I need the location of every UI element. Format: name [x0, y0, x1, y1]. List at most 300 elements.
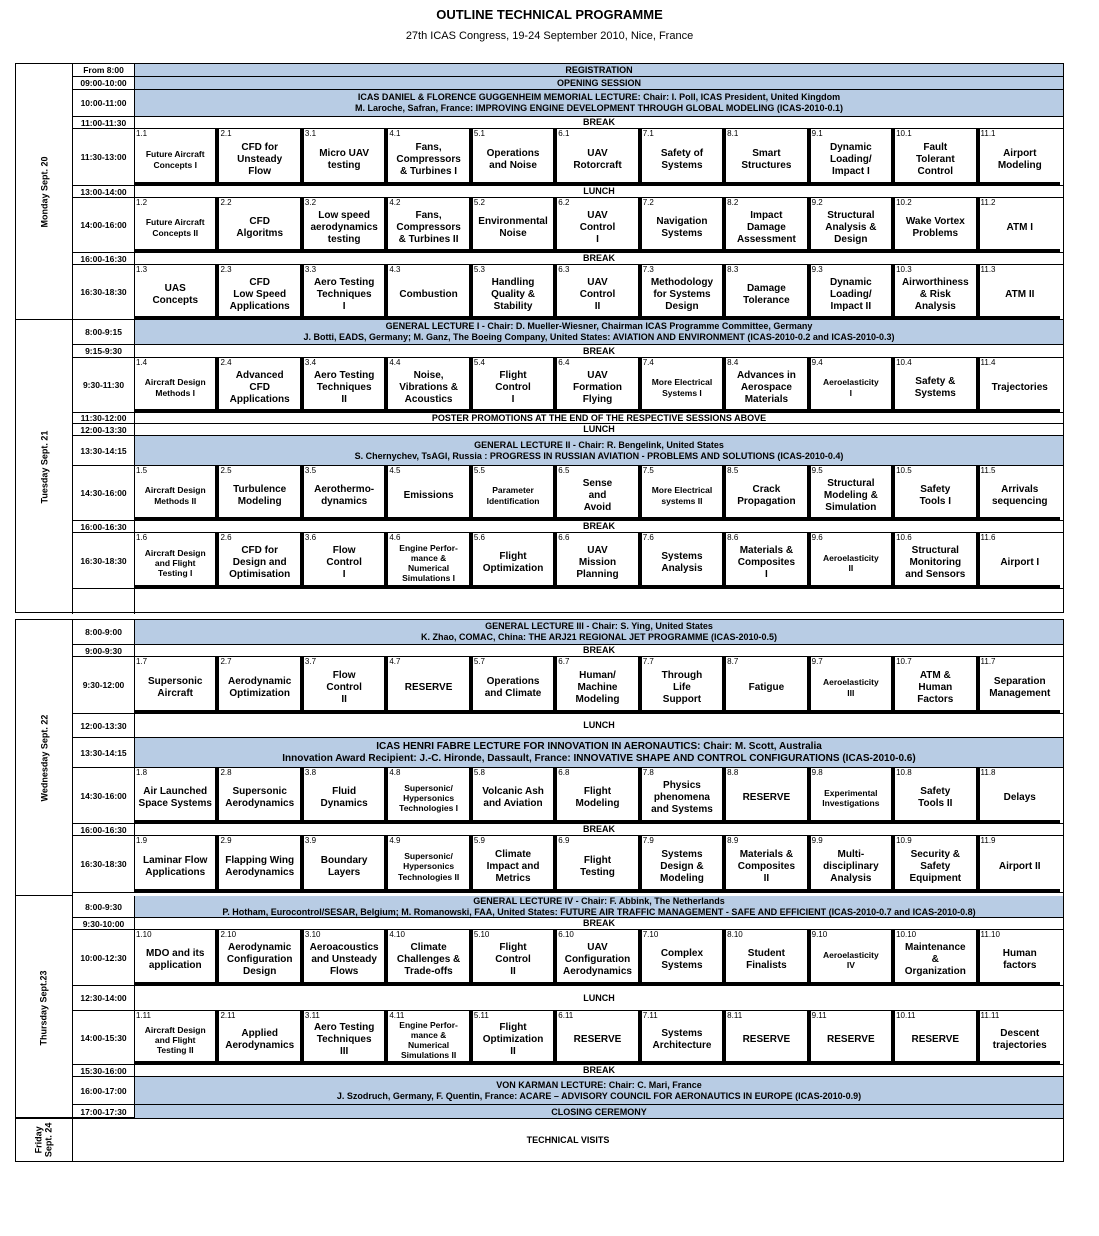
time-slot: 13:30-14:15 [73, 738, 135, 767]
session-cell [473, 466, 557, 520]
session-row [73, 198, 1063, 253]
session-title: Structural Monitoring and Sensors [905, 545, 966, 580]
session-cell [726, 836, 810, 892]
time-slot: 12:00-13:30 [73, 424, 135, 435]
session-number: 4.10 [389, 930, 405, 939]
session-number: 1.8 [136, 768, 148, 777]
session-title: Security & Safety Equipment [909, 848, 962, 884]
session-cell [980, 533, 1063, 588]
session-cell [895, 358, 979, 412]
session-cell [557, 466, 641, 520]
session-number: 6.8 [558, 768, 570, 777]
session-cell [473, 768, 557, 823]
session-number: 6.7 [558, 657, 570, 666]
session-number: 8.4 [727, 358, 739, 367]
session-cell [811, 930, 895, 985]
session-number: 9.6 [811, 533, 823, 542]
session-number: 11.5 [980, 466, 996, 475]
session-title: Airport I [1000, 557, 1040, 568]
registration-band: REGISTRATION [135, 64, 1063, 76]
session-number: 11.2 [980, 198, 996, 207]
session-cell [811, 358, 895, 412]
row-general-lecture-3 [73, 620, 1063, 645]
session-number: 10.5 [896, 466, 912, 475]
session-cell [304, 836, 388, 892]
session-title: Sense and Avoid [582, 477, 613, 513]
session-cell [557, 358, 641, 412]
session-title: Safety & Systems [914, 375, 956, 399]
session-number: 5.1 [473, 129, 485, 138]
session-title: Safety Tools I [919, 483, 952, 507]
session-number: 1.5 [136, 466, 148, 475]
row-general-lecture-2 [73, 436, 1063, 466]
session-cell [219, 129, 303, 185]
session-number: 6.10 [558, 930, 574, 939]
session-cells [135, 1011, 1063, 1064]
session-title: Materials & Composites I [737, 545, 796, 580]
row-break [73, 117, 1063, 129]
session-cell [557, 657, 641, 713]
session-number: 10.2 [896, 198, 912, 207]
session-number: 9.3 [811, 265, 823, 274]
session-number: 9.7 [811, 657, 823, 666]
session-title: Low speed aerodynamics testing [310, 209, 378, 245]
session-number: 9.2 [811, 198, 823, 207]
session-title: Methodology for Systems Design [650, 276, 714, 312]
time-slot: 11:00-11:30 [73, 117, 135, 128]
session-title: Advances in Aerospace Materials [736, 369, 796, 405]
session-cell [219, 657, 303, 713]
break-band: BREAK [582, 824, 615, 835]
session-number: 3.9 [304, 836, 317, 845]
session-cell [642, 358, 726, 412]
session-title: Fans, Compressors & Turbines II [396, 209, 461, 245]
session-number: 5.8 [473, 768, 485, 777]
session-title: Airport II [998, 860, 1041, 872]
time-slot: 16:30-18:30 [73, 836, 135, 892]
session-number: 3.8 [304, 768, 317, 777]
session-title: Combustion [399, 288, 458, 300]
session-number: 8.1 [727, 129, 739, 138]
session-cell [642, 533, 726, 588]
lunch-band: LUNCH [583, 992, 615, 1003]
session-title: Parameter Identification [486, 485, 540, 506]
session-title: Noise, Vibrations & Acoustics [399, 369, 458, 405]
time-slot: 8:00-9:15 [73, 320, 135, 344]
session-cells [135, 657, 1063, 713]
row-registration [73, 64, 1063, 77]
session-title: Aircraft Design and Flight Testing I [144, 547, 206, 579]
time-slot: 16:30-18:30 [73, 265, 135, 319]
time-slot: From 8:00 [73, 64, 135, 76]
session-title: RESERVE [404, 681, 453, 693]
session-number: 3.11 [304, 1011, 320, 1020]
session-title: Wake Vortex Problems [905, 215, 965, 239]
session-title: Future Aircraft Concepts I [145, 149, 205, 170]
session-number: 7.8 [642, 768, 654, 777]
session-title: Physics phenomena and Systems [651, 780, 713, 815]
lunch-band: LUNCH [583, 186, 615, 197]
session-cell [304, 1011, 388, 1064]
session-title: Fatigue [748, 681, 785, 693]
session-title: Air Launched Space Systems [138, 786, 212, 809]
session-title: Boundary Layers [320, 854, 368, 878]
session-number: 6.9 [558, 836, 570, 845]
session-title: Fault Tolerant Control [915, 141, 955, 177]
session-cell [219, 466, 303, 520]
session-title: Systems Design & Modeling [660, 848, 704, 884]
row-lunch [73, 714, 1063, 738]
session-title: Systems Architecture [652, 1028, 712, 1051]
session-title: Handling Quality & Stability [491, 276, 535, 312]
session-title: Environmental Noise [478, 215, 548, 239]
session-number: 3.1 [304, 129, 317, 138]
session-row [73, 836, 1063, 893]
row-general-lecture-4 [73, 896, 1063, 918]
session-number: 3.2 [304, 198, 317, 207]
session-cell [135, 265, 219, 319]
session-number: 11.7 [980, 657, 996, 666]
session-number: 10.3 [896, 265, 912, 274]
poster-band: POSTER PROMOTIONS AT THE END OF THE RESPECTIVE SESSIONS ABOVE [431, 412, 767, 423]
session-title: Aircraft Design and Flight Testing II [144, 1024, 206, 1056]
session-number: 9.11 [811, 1011, 827, 1020]
session-title: Fluid Dynamics [320, 786, 368, 809]
session-title: Fans, Compressors & Turbines I [396, 141, 461, 177]
session-cell [388, 657, 472, 713]
session-title: Laminar Flow Applications [143, 854, 208, 878]
session-row [73, 358, 1063, 413]
session-number: 1.2 [136, 198, 148, 207]
session-title: ATM II [1005, 288, 1035, 300]
row-lunch [73, 986, 1063, 1011]
session-title: Aeroelasticity II [822, 552, 879, 573]
session-number: 2.10 [220, 930, 237, 939]
session-cell [811, 533, 895, 588]
session-number: 8.6 [727, 533, 739, 542]
session-cell [811, 466, 895, 520]
session-cells [135, 358, 1063, 412]
session-cell [642, 198, 726, 252]
session-cell [135, 657, 219, 713]
time-slot-empty [73, 589, 135, 614]
session-title: Student Finalists [746, 948, 787, 971]
session-cells [135, 836, 1063, 892]
session-title: Multi- disciplinary Analysis [823, 848, 879, 884]
session-cell [895, 265, 979, 319]
session-cell [895, 466, 979, 520]
session-title: UAV Control I [579, 209, 616, 245]
session-title: Aircraft Design Methods I [144, 377, 206, 398]
session-cell [304, 930, 388, 985]
session-title: Flow Control I [326, 545, 362, 580]
row-closing [73, 1105, 1063, 1119]
session-number: 3.4 [304, 358, 317, 367]
session-title: Flight Optimization [482, 551, 544, 574]
session-title: Engine Perfor- mance & Numerical Simulations I [399, 542, 458, 584]
session-number: 1.9 [136, 836, 148, 845]
session-cell [219, 836, 303, 892]
session-cell [811, 836, 895, 892]
session-title: More Electrical Systems I [651, 377, 713, 398]
session-cell [557, 768, 641, 823]
session-cell [811, 768, 895, 823]
session-number: 10.10 [896, 930, 917, 939]
session-cell [304, 466, 388, 520]
session-title: Flight Optimization II [482, 1022, 544, 1057]
lecture-band: ICAS DANIEL & FLORENCE GUGGENHEIM MEMORIAL LECTURE: Chair: I. Poll, ICAS President, United Kingdom M. Laroche, Safran, France: IMPROVING ENGINE DEVELOPMENT THROUGH GLOBAL MODELING (ICAS-2010-0.1) [135, 90, 1063, 116]
session-title: Safety of Systems [660, 147, 704, 171]
session-number: 7.3 [642, 265, 654, 274]
session-title: Supersonic/ Hypersonics Technologies II [397, 851, 460, 882]
session-cell [895, 930, 979, 985]
session-title: Experimental Investigations [822, 787, 880, 808]
session-title: ATM I [1006, 221, 1033, 233]
session-cell [726, 466, 810, 520]
session-cell [473, 657, 557, 713]
session-number: 8.10 [727, 930, 743, 939]
session-cell [895, 768, 979, 823]
session-number: 3.7 [304, 657, 317, 666]
session-cell [980, 129, 1063, 185]
session-cell [980, 198, 1063, 252]
session-cell [811, 265, 895, 319]
session-title: Navigation Systems [656, 215, 708, 239]
session-cell [642, 129, 726, 185]
session-title: Trajectories [991, 381, 1048, 393]
session-number: 6.5 [558, 466, 570, 475]
break-band: BREAK [582, 1065, 615, 1076]
monday-tuesday-block [15, 63, 1064, 613]
session-number: 2.5 [220, 466, 232, 475]
session-cell [388, 129, 472, 185]
session-number: 7.6 [642, 533, 654, 542]
session-number: 11.11 [980, 1011, 1000, 1020]
session-cell [135, 129, 219, 185]
session-title: Dynamic Loading/ Impact I [830, 141, 872, 177]
session-number: 6.11 [558, 1011, 574, 1020]
session-number: 5.4 [473, 358, 485, 367]
row-lunch [73, 186, 1063, 198]
session-cell [388, 358, 472, 412]
session-cell [135, 198, 219, 252]
session-cell [980, 1011, 1063, 1064]
session-title: Volcanic Ash and Aviation [482, 786, 544, 809]
time-slot: 14:30-16:00 [73, 466, 135, 520]
session-number: 5.11 [473, 1011, 489, 1020]
time-slot: 16:00-17:00 [73, 1077, 135, 1104]
session-number: 9.10 [811, 930, 828, 939]
session-title: ATM & Human Factors [917, 669, 954, 705]
session-title: Aeroelasticity I [822, 377, 879, 398]
session-number: 8.7 [727, 657, 739, 666]
session-title: Airport Modeling [997, 147, 1042, 171]
time-slot: 8:00-9:30 [73, 896, 135, 917]
session-number: 11.6 [980, 533, 996, 542]
session-title: Crack Propagation [737, 483, 796, 507]
session-title: RESERVE [742, 792, 791, 803]
session-title: Arrivals sequencing [991, 483, 1048, 507]
session-cell [388, 198, 472, 252]
session-number: 2.9 [220, 836, 232, 845]
session-number: 4.3 [389, 265, 401, 274]
session-cell [219, 768, 303, 823]
lunch-band: LUNCH [583, 424, 615, 435]
session-title: Systems Analysis [661, 551, 703, 574]
session-cell [980, 836, 1063, 892]
session-cell [895, 198, 979, 252]
time-slot: 13:00-14:00 [73, 186, 135, 197]
session-number: 8.2 [727, 198, 739, 207]
session-cell [811, 657, 895, 713]
session-cell [219, 533, 303, 588]
session-number: 7.10 [642, 930, 659, 939]
session-cell [135, 466, 219, 520]
session-row [73, 1011, 1063, 1065]
session-title: Aerodynamic Optimization [228, 675, 292, 699]
session-number: 1.11 [136, 1011, 151, 1020]
session-title: Maintenance & Organization [904, 942, 966, 977]
session-number: 6.1 [558, 129, 570, 138]
session-title: Operations and Climate [484, 675, 542, 699]
session-cell [980, 657, 1063, 713]
session-title: Flight Testing [580, 854, 615, 878]
session-number: 7.2 [642, 198, 654, 207]
session-cell [473, 1011, 557, 1064]
session-number: 10.7 [896, 657, 912, 666]
session-cell [557, 1011, 641, 1064]
session-cell [388, 768, 472, 823]
session-cell [135, 1011, 219, 1064]
session-number: 10.1 [896, 129, 912, 138]
session-cell [980, 768, 1063, 823]
session-number: 4.2 [389, 198, 401, 207]
session-number: 6.3 [558, 265, 570, 274]
session-number: 1.7 [136, 657, 148, 666]
session-cell [473, 129, 557, 185]
session-number: 5.10 [473, 930, 490, 939]
session-cell [557, 533, 641, 588]
session-cell [219, 198, 303, 252]
session-number: 6.6 [558, 533, 570, 542]
session-row [73, 129, 1063, 186]
time-slot: 13:30-14:15 [73, 436, 135, 465]
session-title: UAS Concepts [152, 282, 198, 306]
break-band: BREAK [582, 117, 615, 128]
monday-label: Monday Sept. 20 [16, 64, 73, 320]
session-cell [388, 466, 472, 520]
session-cell [557, 129, 641, 185]
session-cell [219, 265, 303, 319]
row-break [73, 521, 1063, 533]
session-title: Applied Aerodynamics [225, 1028, 295, 1051]
session-cell [642, 768, 726, 823]
time-slot: 12:00-13:30 [73, 714, 135, 737]
technical-visits: TECHNICAL VISITS [526, 1135, 610, 1145]
session-cell [895, 533, 979, 588]
session-title: RESERVE [911, 1034, 960, 1045]
session-title: Climate Challenges & Trade-offs [396, 942, 461, 977]
row-break [73, 1065, 1063, 1077]
session-cell [473, 930, 557, 985]
session-cell [304, 358, 388, 412]
time-slot: 10:00-12:30 [73, 930, 135, 985]
session-number: 1.4 [136, 358, 148, 367]
time-slot: 9:30-11:30 [73, 358, 135, 412]
row-opening [73, 77, 1063, 90]
session-number: 2.1 [220, 129, 232, 138]
row-general-lecture-1 [73, 320, 1063, 345]
session-number: 8.9 [727, 836, 739, 845]
session-number: 2.8 [220, 768, 232, 777]
session-cell [557, 836, 641, 892]
session-title: Future Aircraft Concepts II [145, 217, 205, 238]
break-band: BREAK [582, 521, 615, 532]
time-slot: 16:30-18:30 [73, 533, 135, 588]
session-number: 9.4 [811, 358, 823, 367]
session-number: 8.5 [727, 466, 739, 475]
session-cell [642, 1011, 726, 1064]
thursday-label: Thursday Sept.23 [16, 896, 73, 1119]
session-title: RESERVE [573, 1034, 622, 1045]
session-cells [135, 930, 1063, 985]
session-number: 10.6 [896, 533, 912, 542]
session-title: Airworthiness & Risk Analysis [901, 276, 969, 312]
session-cell [726, 1011, 810, 1064]
session-cells [135, 265, 1063, 319]
session-cell [726, 129, 810, 185]
time-slot: 10:00-11:00 [73, 90, 135, 116]
session-number: 3.10 [304, 930, 321, 939]
session-cell [135, 836, 219, 892]
session-number: 8.8 [727, 768, 739, 777]
session-number: 11.9 [980, 836, 996, 845]
break-band: BREAK [582, 645, 615, 656]
session-number: 3.3 [304, 265, 317, 274]
session-cell [980, 265, 1063, 319]
opening-session-band: OPENING SESSION [135, 77, 1063, 89]
session-title: Complex Systems [660, 948, 704, 971]
row-break [73, 253, 1063, 265]
break-band: BREAK [582, 345, 615, 356]
session-cell [726, 265, 810, 319]
break-band: BREAK [582, 918, 615, 929]
session-number: 3.5 [304, 466, 317, 475]
session-title: UAV Control II [579, 276, 616, 312]
session-title: Impact Damage Assessment [736, 209, 796, 245]
session-number: 7.11 [642, 1011, 658, 1020]
session-number: 4.7 [389, 657, 401, 666]
session-title: Aerodynamic Configuration Design [226, 942, 293, 977]
session-cell [980, 930, 1063, 985]
session-title: Aerothermo- dynamics [314, 483, 375, 507]
session-number: 4.9 [389, 836, 401, 845]
session-title: Flapping Wing Aerodynamics [225, 854, 295, 878]
time-slot: 11:30-13:00 [73, 129, 135, 185]
time-slot: 14:30-16:00 [73, 768, 135, 823]
time-slot: 14:00-15:30 [73, 1011, 135, 1064]
session-number: 7.9 [642, 836, 654, 845]
session-cell [304, 657, 388, 713]
session-number: 4.5 [389, 466, 401, 475]
session-number: 8.11 [727, 1011, 743, 1020]
session-cells [135, 768, 1063, 823]
session-row [73, 265, 1063, 320]
session-number: 11.1 [980, 129, 996, 138]
session-cells [135, 533, 1063, 588]
session-title: More Electrical systems II [651, 485, 713, 506]
session-title: Structural Analysis & Design [825, 209, 877, 245]
